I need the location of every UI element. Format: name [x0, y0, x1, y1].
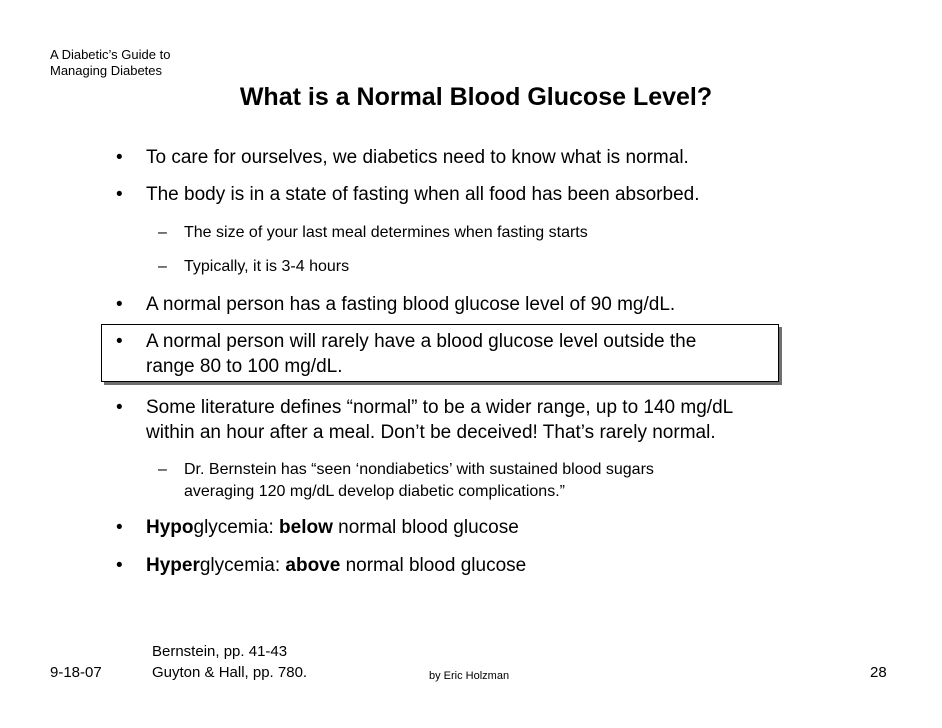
subbullet-fasting-hours: Typically, it is 3-4 hours	[184, 258, 350, 275]
hyper-above: above	[285, 555, 341, 576]
bullet-marker: •	[116, 147, 123, 168]
footer-ref-guyton: Guyton & Hall, pp. 780.	[152, 664, 308, 681]
bullet-fasting-level: A normal person has a fasting blood glucose level of 90 mg/dL.	[146, 294, 676, 315]
bullet-normal-range-line-1: A normal person will rarely have a blood glucose level outside the	[146, 331, 697, 352]
subbullet-bernstein-line-2: averaging 120 mg/dL develop diabetic complications.”	[184, 483, 565, 500]
hypo-prefix: Hypo	[146, 517, 194, 538]
page-number: 28	[870, 664, 887, 681]
hypo-below: below	[279, 517, 333, 538]
dash-marker: –	[158, 224, 167, 241]
bullet-marker: •	[116, 184, 123, 205]
bullet-marker: •	[116, 397, 123, 418]
bullet-fasting-state: The body is in a state of fasting when all food has been absorbed.	[146, 184, 700, 205]
hyper-mid: glycemia:	[199, 555, 286, 576]
footer-ref-bernstein: Bernstein, pp. 41-43	[152, 643, 288, 660]
bullet-literature-line-2: within an hour after a meal. Don’t be deceived! That’s rarely normal.	[146, 422, 716, 443]
bullet-marker: •	[116, 555, 123, 576]
bullet-marker: •	[116, 517, 123, 538]
bullet-hyperglycemia	[146, 554, 526, 577]
subbullet-meal-size: The size of your last meal determines when fasting starts	[184, 224, 588, 241]
bullet-normal-range-line-2: range 80 to 100 mg/dL.	[146, 356, 343, 377]
hyper-prefix: Hyper	[146, 555, 200, 576]
slide-header	[50, 47, 170, 79]
footer-date: 9-18-07	[50, 664, 102, 681]
hyper-rest: normal blood glucose	[340, 555, 527, 576]
slide-title: What is a Normal Blood Glucose Level?	[239, 83, 713, 111]
dash-marker: –	[158, 461, 167, 478]
footer-author: by Eric Holzman	[429, 670, 510, 682]
bullet-care-normal: To care for ourselves, we diabetics need to know what is normal.	[146, 147, 689, 168]
bullet-marker: •	[116, 331, 123, 352]
hypo-rest: normal blood glucose	[332, 517, 519, 538]
bullet-marker: •	[116, 294, 123, 315]
hypo-mid: glycemia:	[193, 517, 280, 538]
bullet-hypoglycemia	[146, 516, 519, 539]
dash-marker: –	[158, 258, 167, 275]
header-line-2: Managing Diabetes	[50, 63, 163, 78]
bullet-literature-line-1: Some literature defines “normal” to be a wider range, up to 140 mg/dL	[146, 397, 734, 418]
header-line-1: A Diabetic’s Guide to	[50, 47, 171, 62]
subbullet-bernstein-line-1: Dr. Bernstein has “seen ‘nondiabetics’ with sustained blood sugars	[184, 461, 654, 478]
